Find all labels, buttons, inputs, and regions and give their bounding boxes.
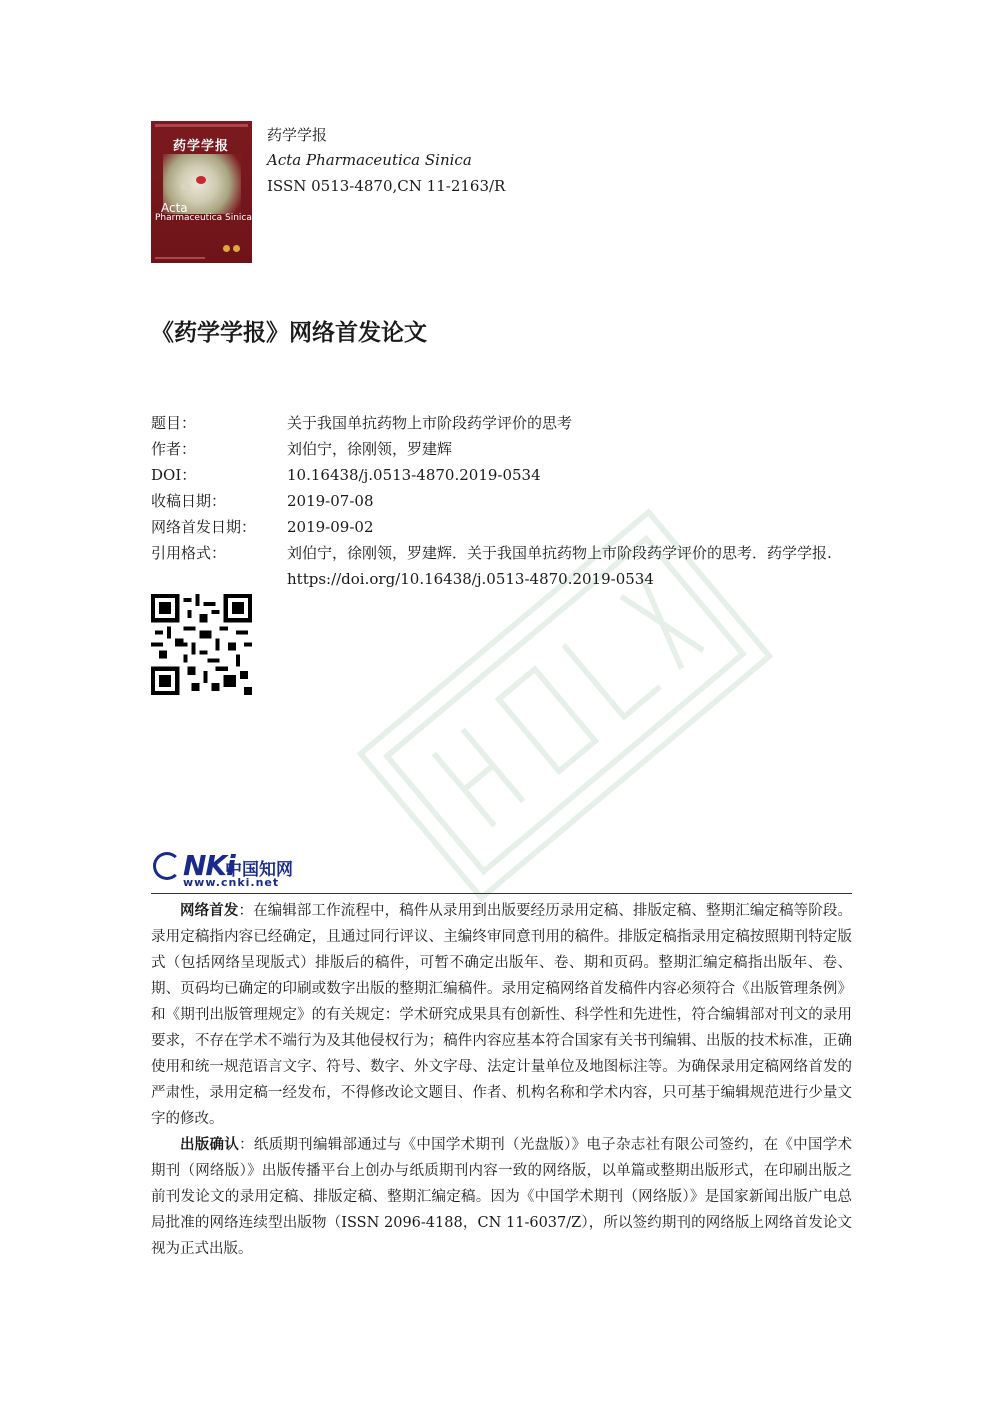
field-label: DOI： (151, 466, 197, 484)
cnki-brand: NKi (183, 849, 235, 882)
journal-name-cn: 药学学报 (267, 126, 328, 144)
field-value: 10.16438/j.0513-4870.2019-0534 (287, 466, 541, 484)
journal-cover (151, 121, 252, 263)
cnki-c-icon (153, 852, 181, 880)
cover-latin-acta: Acta (161, 201, 188, 215)
field-value: 刘伯宁，徐刚领，罗建辉．关于我国单抗药物上市阶段药学评价的思考．药学学报. https://doi.org/10.16438/j.0513-4870.2019-0534 (287, 544, 832, 588)
cover-latin-name: Pharmaceutica Sinica (155, 213, 252, 223)
field-value: 关于我国单抗药物上市阶段药学评价的思考 (287, 414, 573, 432)
field-value: 2019-07-08 (287, 492, 374, 510)
cover-title: 药学学报 (173, 139, 230, 154)
qr-code (151, 594, 252, 695)
cnki-name-cn: 中国知网 (225, 860, 293, 880)
field-value: 刘伯宁，徐刚领，罗建辉 (287, 440, 453, 458)
note-text: ：在编辑部工作流程中，稿件从录用到出版要经历录用定稿、排版定稿、整期汇编定稿等阶段。录用定稿指内容已经确定，且通过同行评议、主编终审同意刊用的稿件。排版定稿指录用定稿按照期刊特定版式（包括网络呈现版式）排版后的稿件，可暂不确定出版年、卷、期和页码。整期汇编定稿指出版年、卷、期、页码均已确定的印刷或数字出版的整期汇编稿件。录用定稿网络首发稿件内容必须符合《出版管理条例》和《期刊出版管理规定》的有关规定：学术研究成果具有创新性、科学性和先进性，符合编辑部对刊文的录用要求，不存在学术不端行为及其他侵权行为；稿件内容应基本符合国家有关书刊编辑、出版的技术标准，正确使用和统一规范语言文字、符号、数字、外文字母、法定计量单位及地图标注等。为确保录用定稿网络首发的严肃性，录用定稿一经发布，不得修改论文题目、作者、机构名称和学术内容，只可基于编辑规范进行少量文字的修改。 (151, 903, 853, 1127)
field-label: 作者： (151, 440, 197, 458)
note-publication-confirmation (151, 1132, 852, 1262)
page-title: 《药学学报》网络首发论文 (151, 320, 427, 346)
divider (151, 893, 852, 894)
field-label: 题目： (151, 414, 197, 432)
note-online-first (151, 898, 852, 1132)
field-label: 网络首发日期： (151, 518, 257, 536)
field-label: 引用格式： (151, 544, 227, 562)
journal-name-latin: Acta Pharmaceutica Sinica (267, 151, 472, 169)
note-term: 网络首发 (180, 903, 239, 919)
field-value: 2019-09-02 (287, 518, 374, 536)
field-label: 收稿日期： (151, 492, 227, 510)
journal-issn: ISSN 0513-4870,CN 11-2163/R (267, 177, 506, 195)
note-term: 出版确认 (180, 1137, 240, 1153)
note-text: ：纸质期刊编辑部通过与《中国学术期刊（光盘版）》电子杂志社有限公司签约，在《中国学术期刊（网络版）》出版传播平台上创办与纸质期刊内容一致的网络版，以单篇或整期出版形式，在印刷出版之前刊发论文的录用定稿、排版定稿、整期汇编定稿。因为《中国学术期刊（网络版）》是国家新闻出版广电总局批准的网络连续型出版物（ISSN 2096-4188，CN 11-6037/Z），所以签约期刊的网络版上网络首发论文视为正式出版。 (151, 1137, 853, 1257)
cnki-url: www.cnki.net (183, 876, 280, 889)
